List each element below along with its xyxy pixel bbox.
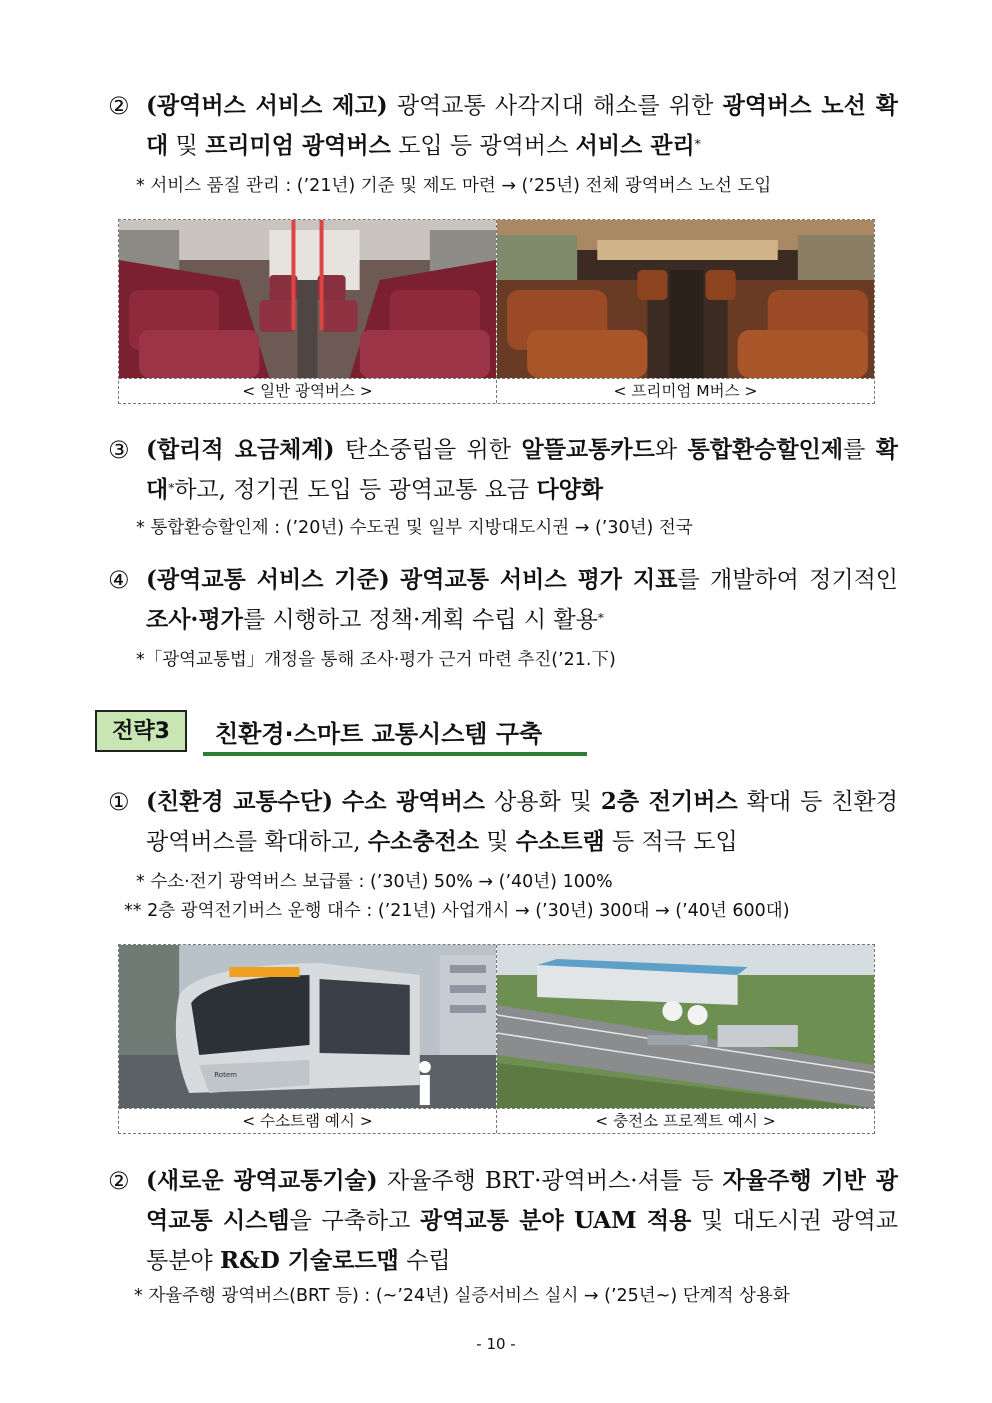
bus-photos [118,219,875,404]
item-text [146,782,898,862]
premium-bus-image [497,220,874,378]
item-new-technology [108,1161,898,1281]
item-heading: (광역교통 서비스 기준) [146,566,390,593]
hydrogen-tram-image [119,945,496,1108]
text-segment: 하고, 정기권 도입 등 광역교통 요금 [174,477,537,503]
bold-segment: R&D 기술로드맵 [219,1247,399,1274]
photo-caption: < 수소트램 예시 > [119,1108,496,1133]
bold-segment: 다양화 [536,476,604,503]
photo-caption: < 일반 광역버스 > [119,378,496,403]
strategy-underline [203,752,587,756]
regular-bus-image [119,220,496,378]
footnote: * 수소·전기 광역버스 보급률 : (’30년) 50% → (’40년) 100% [136,872,613,892]
footnote: * 통합환승할인제 : (’20년) 수도권 및 일부 지방대도시권 → (’30년) 전국 [136,518,693,538]
photo-caption: < 프리미엄 M버스 > [497,378,874,403]
photo-caption: < 충전소 프로젝트 예시 > [497,1108,874,1133]
item-text [146,1161,898,1281]
footnote-mark: * [694,137,701,151]
footnote: *「광역교통법」개정을 통해 조사·평가 근거 마련 추진(’21.下) [136,650,616,670]
item-text [146,430,898,510]
strategy-title: 친환경·스마트 교통시스템 구축 [215,720,543,748]
text-segment [333,789,342,815]
strategy-header [95,710,587,756]
text-segment: 및 [168,133,206,159]
text-segment: 자율주행 BRT·광역버스·셔틀 등 [377,1168,723,1194]
bold-segment: 알뜰교통카드 [521,436,655,463]
footnote: * 서비스 품질 관리 : (’21년) 기준 및 제도 마련 → (’25년) 전체 광역버스 노선 도입 [136,176,772,196]
footnote-mark: * [597,611,604,625]
bold-segment: 광역교통 분야 UAM 적용 [420,1207,692,1234]
item-heading: (친환경 교통수단) [146,788,333,815]
text-segment: 확대 등 친환경 광역버스를 확대하고, [146,789,898,855]
bold-segment: 광역교통 서비스 평가 지표 [400,566,678,593]
premium-bus-photo [496,220,874,403]
text-segment: 및 대도시권 광역교통분야 [146,1208,899,1274]
item-heading: (새로운 광역교통기술) [146,1167,378,1194]
bold-segment: 조사·평가 [146,606,243,633]
footnote: ** 2층 광역전기버스 운행 대수 : (’21년) 사업개시 → (’30년) 300대 → (’40년 600대) [124,901,790,921]
bold-segment: 확대 [146,436,898,503]
text-segment: 도입 등 광역버스 [390,133,576,159]
footnote: * 자율주행 광역버스(BRT 등) : (~’24년) 실증서비스 실시 → (’25년~) 단계적 상용화 [134,1286,790,1306]
regular-bus-photo [119,220,496,403]
eco-photos [118,944,875,1134]
text-segment: 등 적극 도입 [604,829,738,855]
text-segment: 를 개발하여 정기적인 [677,567,899,593]
bold-segment: 통합환승할인제 [687,436,844,463]
text-segment: 상용화 및 [485,789,601,815]
text-segment: 를 [843,437,876,463]
page-number: - 10 - [476,1335,516,1353]
strategy-tag: 전략3 [95,710,187,752]
bold-segment: 수소 광역버스 [342,788,486,815]
item-heading: (광역버스 서비스 제고) [146,92,388,119]
text-segment: 수립 [398,1248,451,1274]
item-bus-service [108,86,898,166]
bold-segment: 프리미엄 광역버스 [205,132,391,159]
item-number: ④ [108,566,130,594]
charging-station-image [497,945,874,1108]
charging-station-photo [496,945,874,1133]
bold-segment: 수소트램 [515,828,605,855]
item-heading: (합리적 요금체계) [146,436,335,463]
item-text [146,86,898,166]
footnote-mark: * [168,481,175,495]
text-segment: 광역교통 사각지대 해소를 위한 [387,93,723,119]
item-number: ① [108,788,130,816]
item-service-standard [108,560,898,640]
text-segment: 와 [654,437,688,463]
bold-segment: 서비스 관리 [575,132,695,159]
text-segment [390,567,400,593]
bold-segment: 광역버스 노선 확대 [146,92,898,159]
item-eco-transport [108,782,898,862]
bold-segment: 수소충전소 [367,828,479,855]
text-segment: 및 [479,829,516,855]
item-number: ② [108,1167,130,1195]
bold-segment: 2층 전기버스 [600,788,738,815]
text-segment: 를 시행하고 정책·계획 수립 시 활용 [242,607,598,633]
tram-brand-label: Rotem [214,1071,237,1079]
hydrogen-tram-photo [119,945,496,1133]
text-segment: 탄소중립을 위한 [334,437,522,463]
item-fare-system [108,430,898,510]
item-text [146,560,898,640]
bold-segment: 자율주행 기반 광역교통 시스템 [146,1167,899,1234]
text-segment: 을 구축하고 [289,1208,420,1234]
item-number: ② [108,92,130,120]
item-number: ③ [108,436,130,464]
